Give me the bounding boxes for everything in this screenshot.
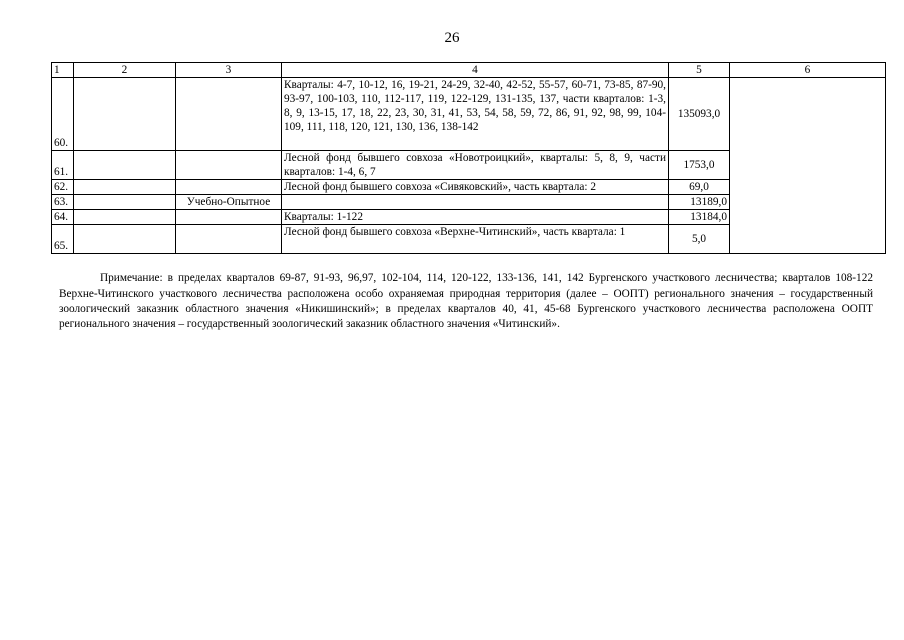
footnote: Примечание: в пределах кварталов 69-87, 91-93, 96,97, 102-104, 114, 120-122, 133-136, 141, 142 Бургенского участкового лесничества; кварталов 108-122 Верхне-Читинского участкового лесничества расположена особо охраняемая природная территория (далее – ООПТ) регионального значения – государственный зоологический заказник областного значения «Никишинский»; в пределах кварталов 40, 41, 45-68 Бургенского участкового лесничества расположена ООПТ регионального значения – государственный зоологический заказник областного значения «Читинский». xyxy=(59,272,873,330)
header-cell-3: 3 xyxy=(176,63,282,78)
row-description: Лесной фонд бывшего совхоза «Сивяковский», часть квартала: 2 xyxy=(282,180,669,195)
table-row xyxy=(52,78,886,151)
row-description: Кварталы: 1-122 xyxy=(282,210,669,225)
row-number: 62. xyxy=(52,180,74,195)
row-col3 xyxy=(176,210,282,225)
row-col2 xyxy=(74,78,176,151)
row-area: 5,0 xyxy=(669,225,730,254)
row-area: 69,0 xyxy=(669,180,730,195)
row-col2 xyxy=(74,151,176,180)
row-number: 61. xyxy=(52,151,74,180)
row-number: 64. xyxy=(52,210,74,225)
row-number: 63. xyxy=(52,195,74,210)
forest-table xyxy=(51,62,886,254)
row-col3 xyxy=(176,180,282,195)
row-col2 xyxy=(74,210,176,225)
page-number: 26 xyxy=(444,30,460,46)
row-col2 xyxy=(74,195,176,210)
header-cell-1: 1 xyxy=(52,63,74,78)
row-description: Кварталы: 4-7, 10-12, 16, 19-21, 24-29, 32-40, 42-52, 55-57, 60-71, 73-85, 87-90, 93-97, 100-103, 110, 112-117, 119, 122-129, 131-135, 137, части кварталов: 1-3, 8, 9, 13-15, 17, 18, 22, 23, 30, 31, 41, 53, 54, 58, 59, 72, 86, 91, 92, 98, 99, 104-109, 111, 118, 120, 121, 130, 136, 138-142 xyxy=(282,78,669,151)
row-description: Лесной фонд бывшего совхоза «Новотроицкий», кварталы: 5, 8, 9, части кварталов: 1-4, 6, 7 xyxy=(282,151,669,180)
row-area: 13189,0 xyxy=(669,195,730,210)
header-cell-6: 6 xyxy=(730,63,886,78)
row-col3 xyxy=(176,151,282,180)
row-col2 xyxy=(74,180,176,195)
row-col3: Учебно-Опытное xyxy=(176,195,282,210)
row-col3 xyxy=(176,225,282,254)
row-area: 135093,0 xyxy=(669,78,730,151)
row-number: 60. xyxy=(52,78,74,151)
header-cell-2: 2 xyxy=(74,63,176,78)
row-area: 1753,0 xyxy=(669,151,730,180)
row-col3 xyxy=(176,78,282,151)
header-cell-5: 5 xyxy=(669,63,730,78)
row-number: 65. xyxy=(52,225,74,254)
table-header-row xyxy=(52,63,886,78)
row-col2 xyxy=(74,225,176,254)
row-col6 xyxy=(730,78,886,254)
row-area: 13184,0 xyxy=(669,210,730,225)
row-description xyxy=(282,195,669,210)
header-cell-4: 4 xyxy=(282,63,669,78)
row-description: Лесной фонд бывшего совхоза «Верхне-Читинский», часть квартала: 1 xyxy=(282,225,669,254)
